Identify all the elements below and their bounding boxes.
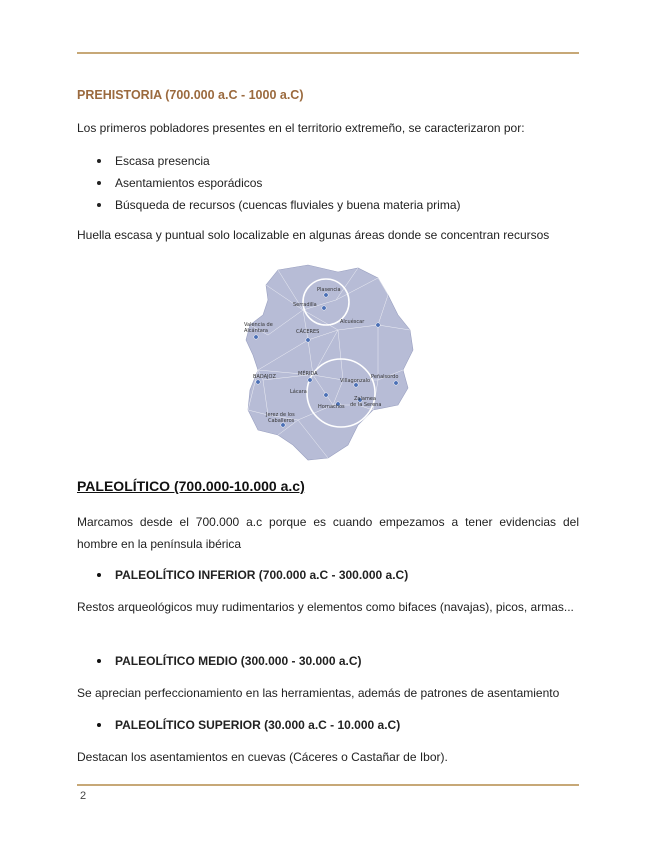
header-rule: [77, 52, 579, 54]
map-label-serradilla: Serradilla: [293, 302, 317, 308]
map-label-hornachos: Hornachos: [318, 404, 345, 410]
map-label-penalsordo: Peñalsordo: [371, 374, 399, 380]
paleolitico-heading: PALEOLÍTICO (700.000-10.000 a.c): [77, 478, 305, 494]
map-label-zalamea: Zalamea de la Serena: [350, 396, 382, 408]
paleolitico-medio-heading: PALEOLÍTICO MEDIO (300.000 - 30.000 a.C): [77, 650, 362, 672]
map-label-valencia-de-alcantara: Valencia de Alcántara: [244, 322, 273, 334]
paleolitico-medio-text: Se aprecian perfeccionamiento en las herramientas, además de patrones de asentamiento: [77, 686, 560, 700]
map-label-merida: MÉRIDA: [298, 371, 318, 377]
prehistoria-heading: PREHISTORIA (700.000 a.C - 1000 a.C): [77, 88, 304, 102]
prehistoria-bullets: [77, 150, 461, 216]
map-label-lacara: Lácara: [290, 389, 307, 395]
paleolitico-superior-heading: PALEOLÍTICO SUPERIOR (30.000 a.C - 10.000 a.C): [77, 714, 400, 736]
map-region: [246, 265, 413, 460]
map-label-badajoz: BADAJOZ: [253, 374, 276, 380]
paleolitico-intro: Marcamos desde el 700.000 a.c porque es cuando empezamos a tener evidencias del hombre en la península ibérica: [77, 515, 579, 551]
map-label-plasencia: Plasencia: [317, 287, 341, 293]
map-label-jerez: Jerez de los Caballeros: [266, 412, 295, 424]
paleolitico-superior-text: Destacan los asentamientos en cuevas (Cáceres o Castañar de Ibor).: [77, 750, 448, 764]
list-item: Escasa presencia: [77, 150, 461, 172]
footer-rule: [77, 784, 579, 786]
paleolitico-inferior-heading: PALEOLÍTICO INFERIOR (700.000 a.C - 300.000 a.C): [77, 564, 408, 586]
map-label-alcuescar: Alcuéscar: [340, 319, 365, 325]
prehistoria-huella: Huella escasa y puntual solo localizable en algunas áreas donde se concentran recursos: [77, 228, 550, 242]
paleolitico-inferior-text: Restos arqueológicos muy rudimentarios y elementos como bifaces (navajas), picos, armas...: [77, 600, 574, 614]
prehistoria-intro: Los primeros pobladores presentes en el territorio extremeño, se caracterizaron por:: [77, 121, 525, 135]
list-item: Búsqueda de recursos (cuencas fluviales y buena materia prima): [77, 194, 461, 216]
map-label-villagonzalo: Villagonzalo: [340, 378, 371, 384]
page-number: 2: [80, 790, 87, 802]
map-label-caceres: CÁCERES: [296, 329, 320, 335]
extremadura-map: [238, 260, 418, 465]
list-item: Asentamientos esporádicos: [77, 172, 461, 194]
